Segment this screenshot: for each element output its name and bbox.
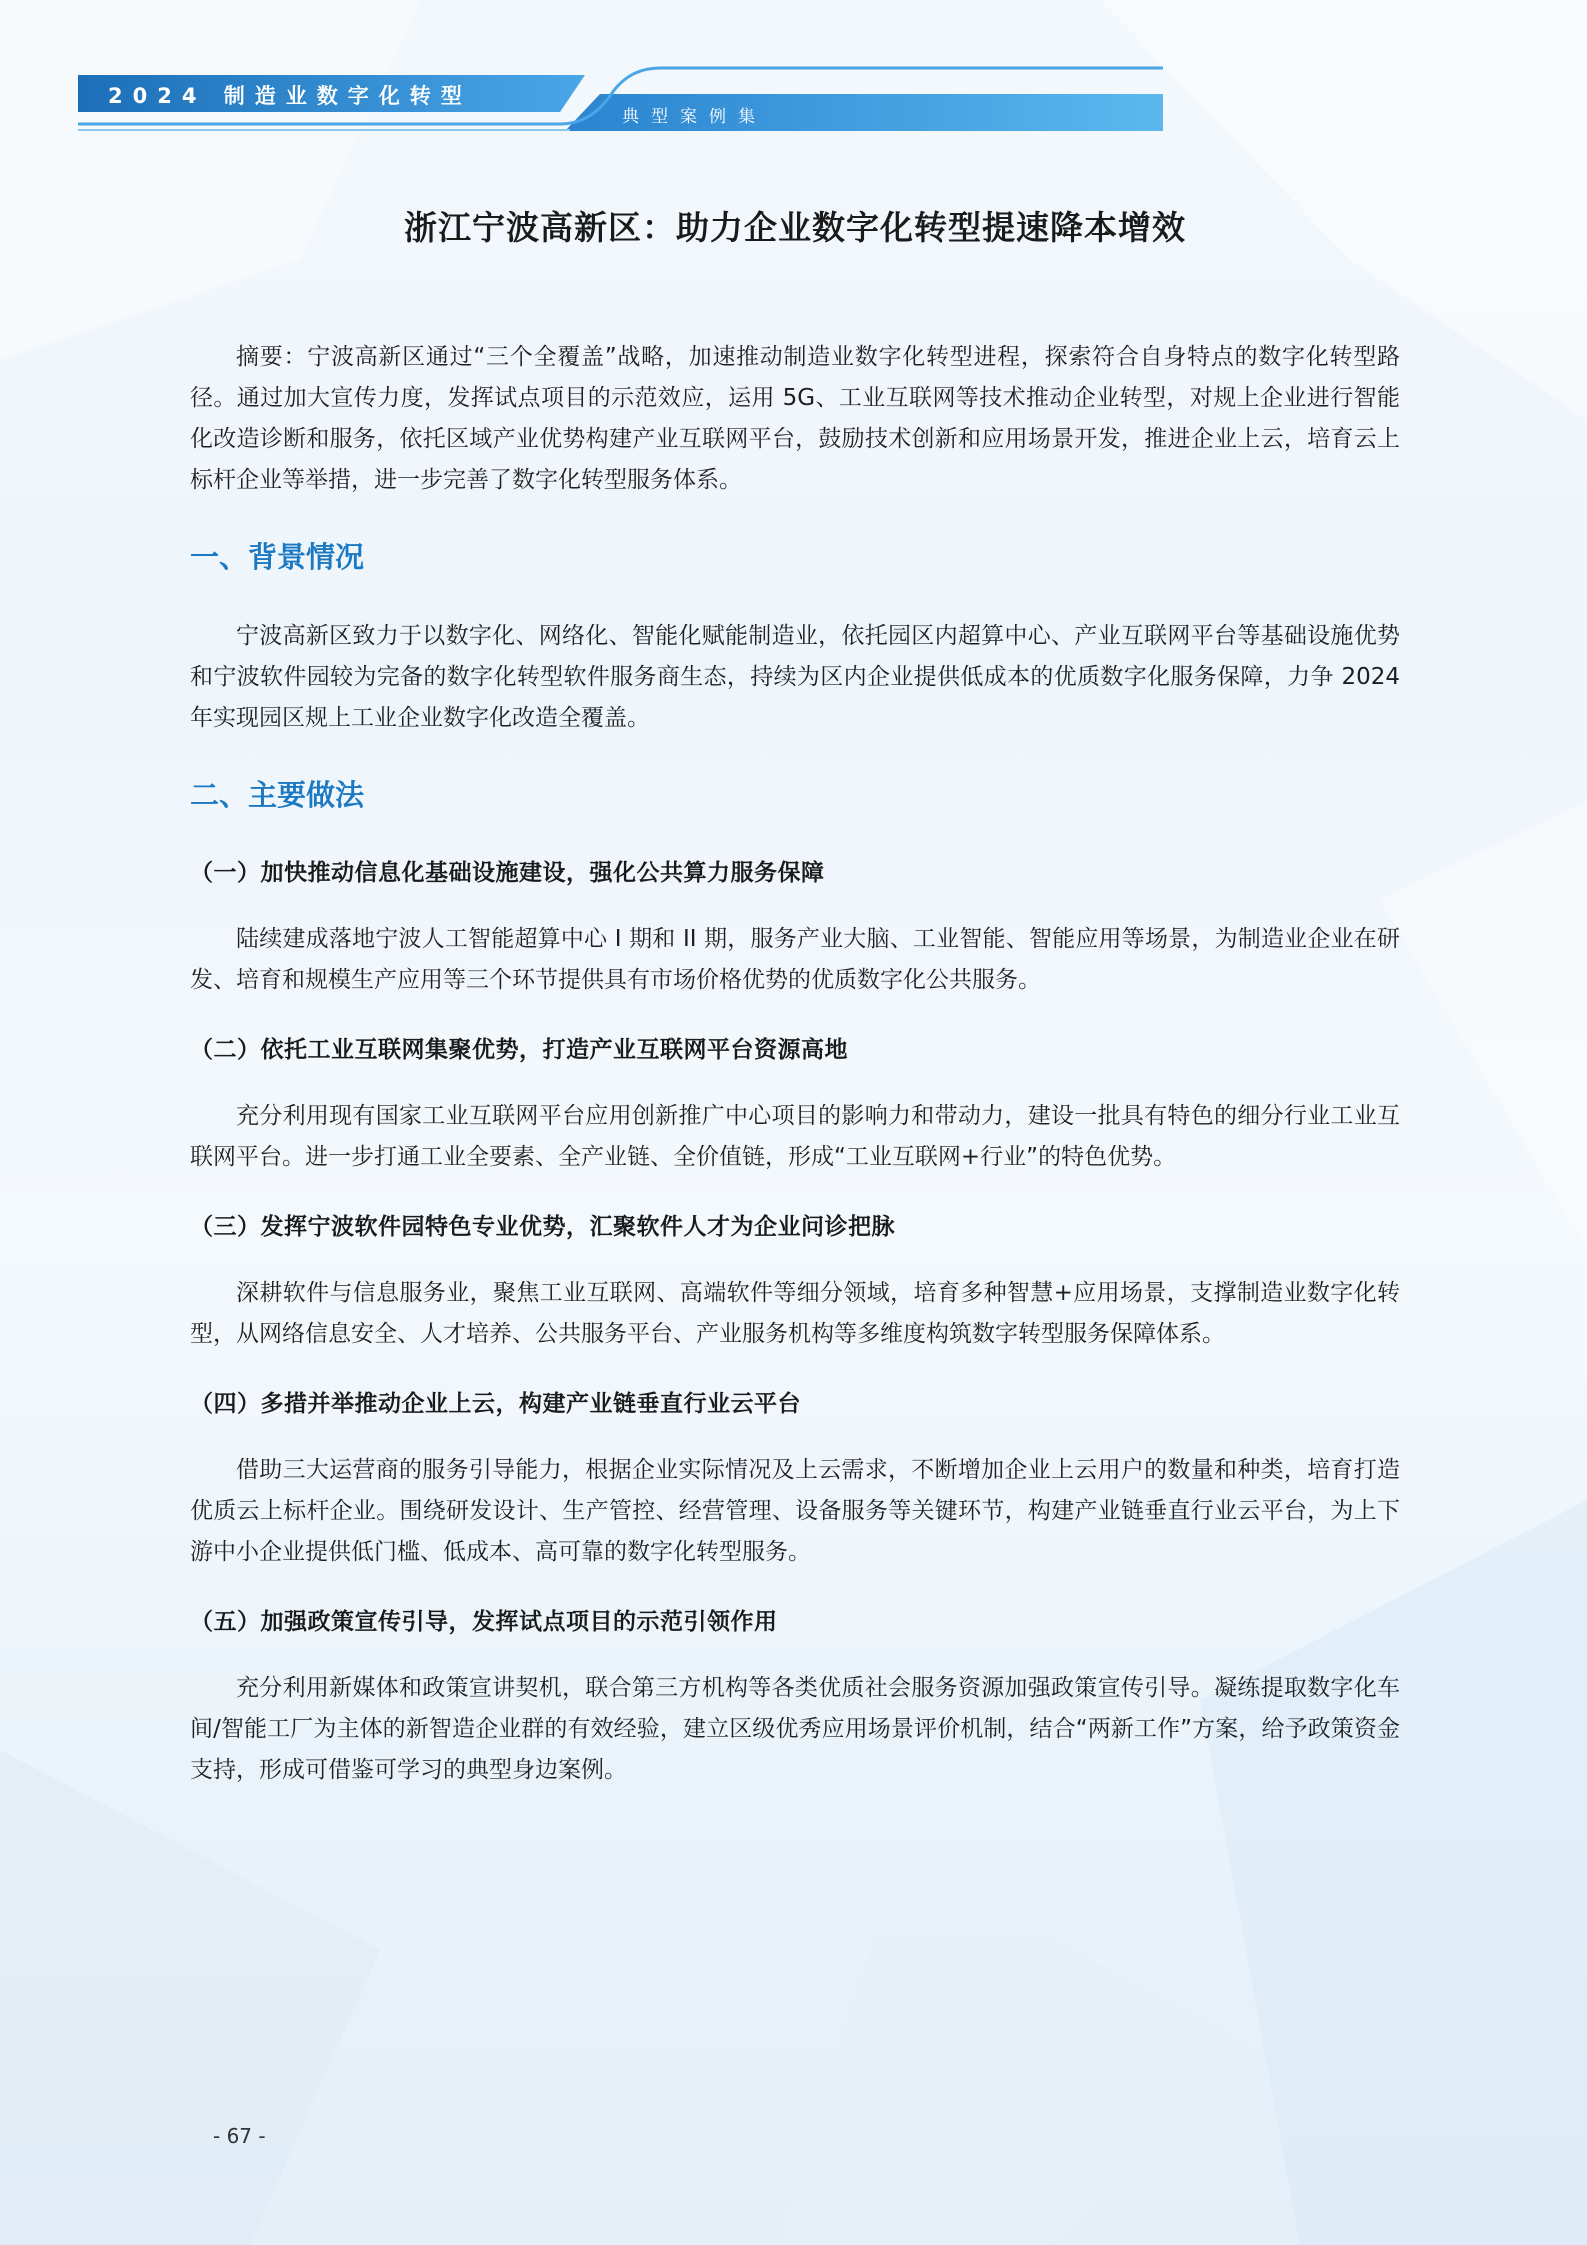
subsection-paragraph-3: 深耕软件与信息服务业，聚焦工业互联网、高端软件等细分领域，培育多种智慧+应用场景，支撑制造业数字化转型，从网络信息安全、人才培养、公共服务平台、产业服务机构等多维度构筑数字转型服务保障体系。 bbox=[190, 1280, 1400, 1347]
series-label: 2024 制造业数字化转型 bbox=[108, 84, 472, 108]
subsection-heading-2: （二）依托工业互联网集聚优势，打造产业互联网平台资源高地 bbox=[190, 1037, 848, 1063]
subsection-heading-4: （四）多措并举推动企业上云，构建产业链垂直行业云平台 bbox=[190, 1391, 801, 1417]
collection-label: 典型案例集 bbox=[622, 107, 767, 127]
header-banner bbox=[0, 0, 1587, 150]
subsection-paragraph-4: 借助三大运营商的服务引导能力，根据企业实际情况及上云需求，不断增加企业上云用户的数量和种类，培育打造优质云上标杆企业。围绕研发设计、生产管控、经营管理、设备服务等关键环节，构建产业链垂直行业云平台，为上下游中小企业提供低门槛、低成本、高可靠的数字化转型服务。 bbox=[190, 1457, 1400, 1565]
document-body bbox=[190, 190, 1400, 1791]
page-title: 浙江宁波高新区：助力企业数字化转型提速降本增效 bbox=[404, 208, 1186, 247]
subsection-paragraph-5: 充分利用新媒体和政策宣讲契机，联合第三方机构等各类优质社会服务资源加强政策宣传引导。凝练提取数字化车间/智能工厂为主体的新智造企业群的有效经验，建立区级优秀应用场景评价机制，结合“两新工作”方案，给予政策资金支持，形成可借鉴可学习的典型身边案例。 bbox=[190, 1675, 1400, 1783]
subsection-paragraph-1: 陆续建成落地宁波人工智能超算中心 I 期和 II 期，服务产业大脑、工业智能、智能应用等场景，为制造业企业在研发、培育和规模生产应用等三个环节提供具有市场价格优势的优质数字化公共服务。 bbox=[190, 926, 1400, 993]
abstract-paragraph: 摘要：宁波高新区通过“三个全覆盖”战略，加速推动制造业数字化转型进程，探索符合自身特点的数字化转型路径。通过加大宣传力度，发挥试点项目的示范效应，运用 5G、工业互联网等技术推动企业转型，对规上企业进行智能化改造诊断和服务，依托区域产业优势构建产业互联网平台，鼓励技术创新和应用场景开发，推进企业上云，培育云上标杆企业等举措，进一步完善了数字化转型服务体系。 bbox=[190, 344, 1400, 493]
subsection-heading-3: （三）发挥宁波软件园特色专业优势，汇聚软件人才为企业问诊把脉 bbox=[190, 1214, 895, 1240]
subsection-heading-5: （五）加强政策宣传引导，发挥试点项目的示范引领作用 bbox=[190, 1609, 778, 1635]
background-paragraph: 宁波高新区致力于以数字化、网络化、智能化赋能制造业，依托园区内超算中心、产业互联网平台等基础设施优势和宁波软件园较为完备的数字化转型软件服务商生态，持续为区内企业提供低成本的优质数字化服务保障，力争 2024 年实现园区规上工业企业数字化改造全覆盖。 bbox=[190, 623, 1400, 731]
page-number: - 67 - bbox=[213, 2124, 266, 2148]
section-heading-background: 一、背景情况 bbox=[190, 540, 365, 574]
subsection-paragraph-2: 充分利用现有国家工业互联网平台应用创新推广中心项目的影响力和带动力，建设一批具有特色的细分行业工业互联网平台。进一步打通工业全要素、全产业链、全价值链，形成“工业互联网+行业”的特色优势。 bbox=[190, 1103, 1400, 1170]
section-heading-main-practices: 二、主要做法 bbox=[190, 778, 365, 812]
subsection-heading-1: （一）加快推动信息化基础设施建设，强化公共算力服务保障 bbox=[190, 860, 825, 886]
